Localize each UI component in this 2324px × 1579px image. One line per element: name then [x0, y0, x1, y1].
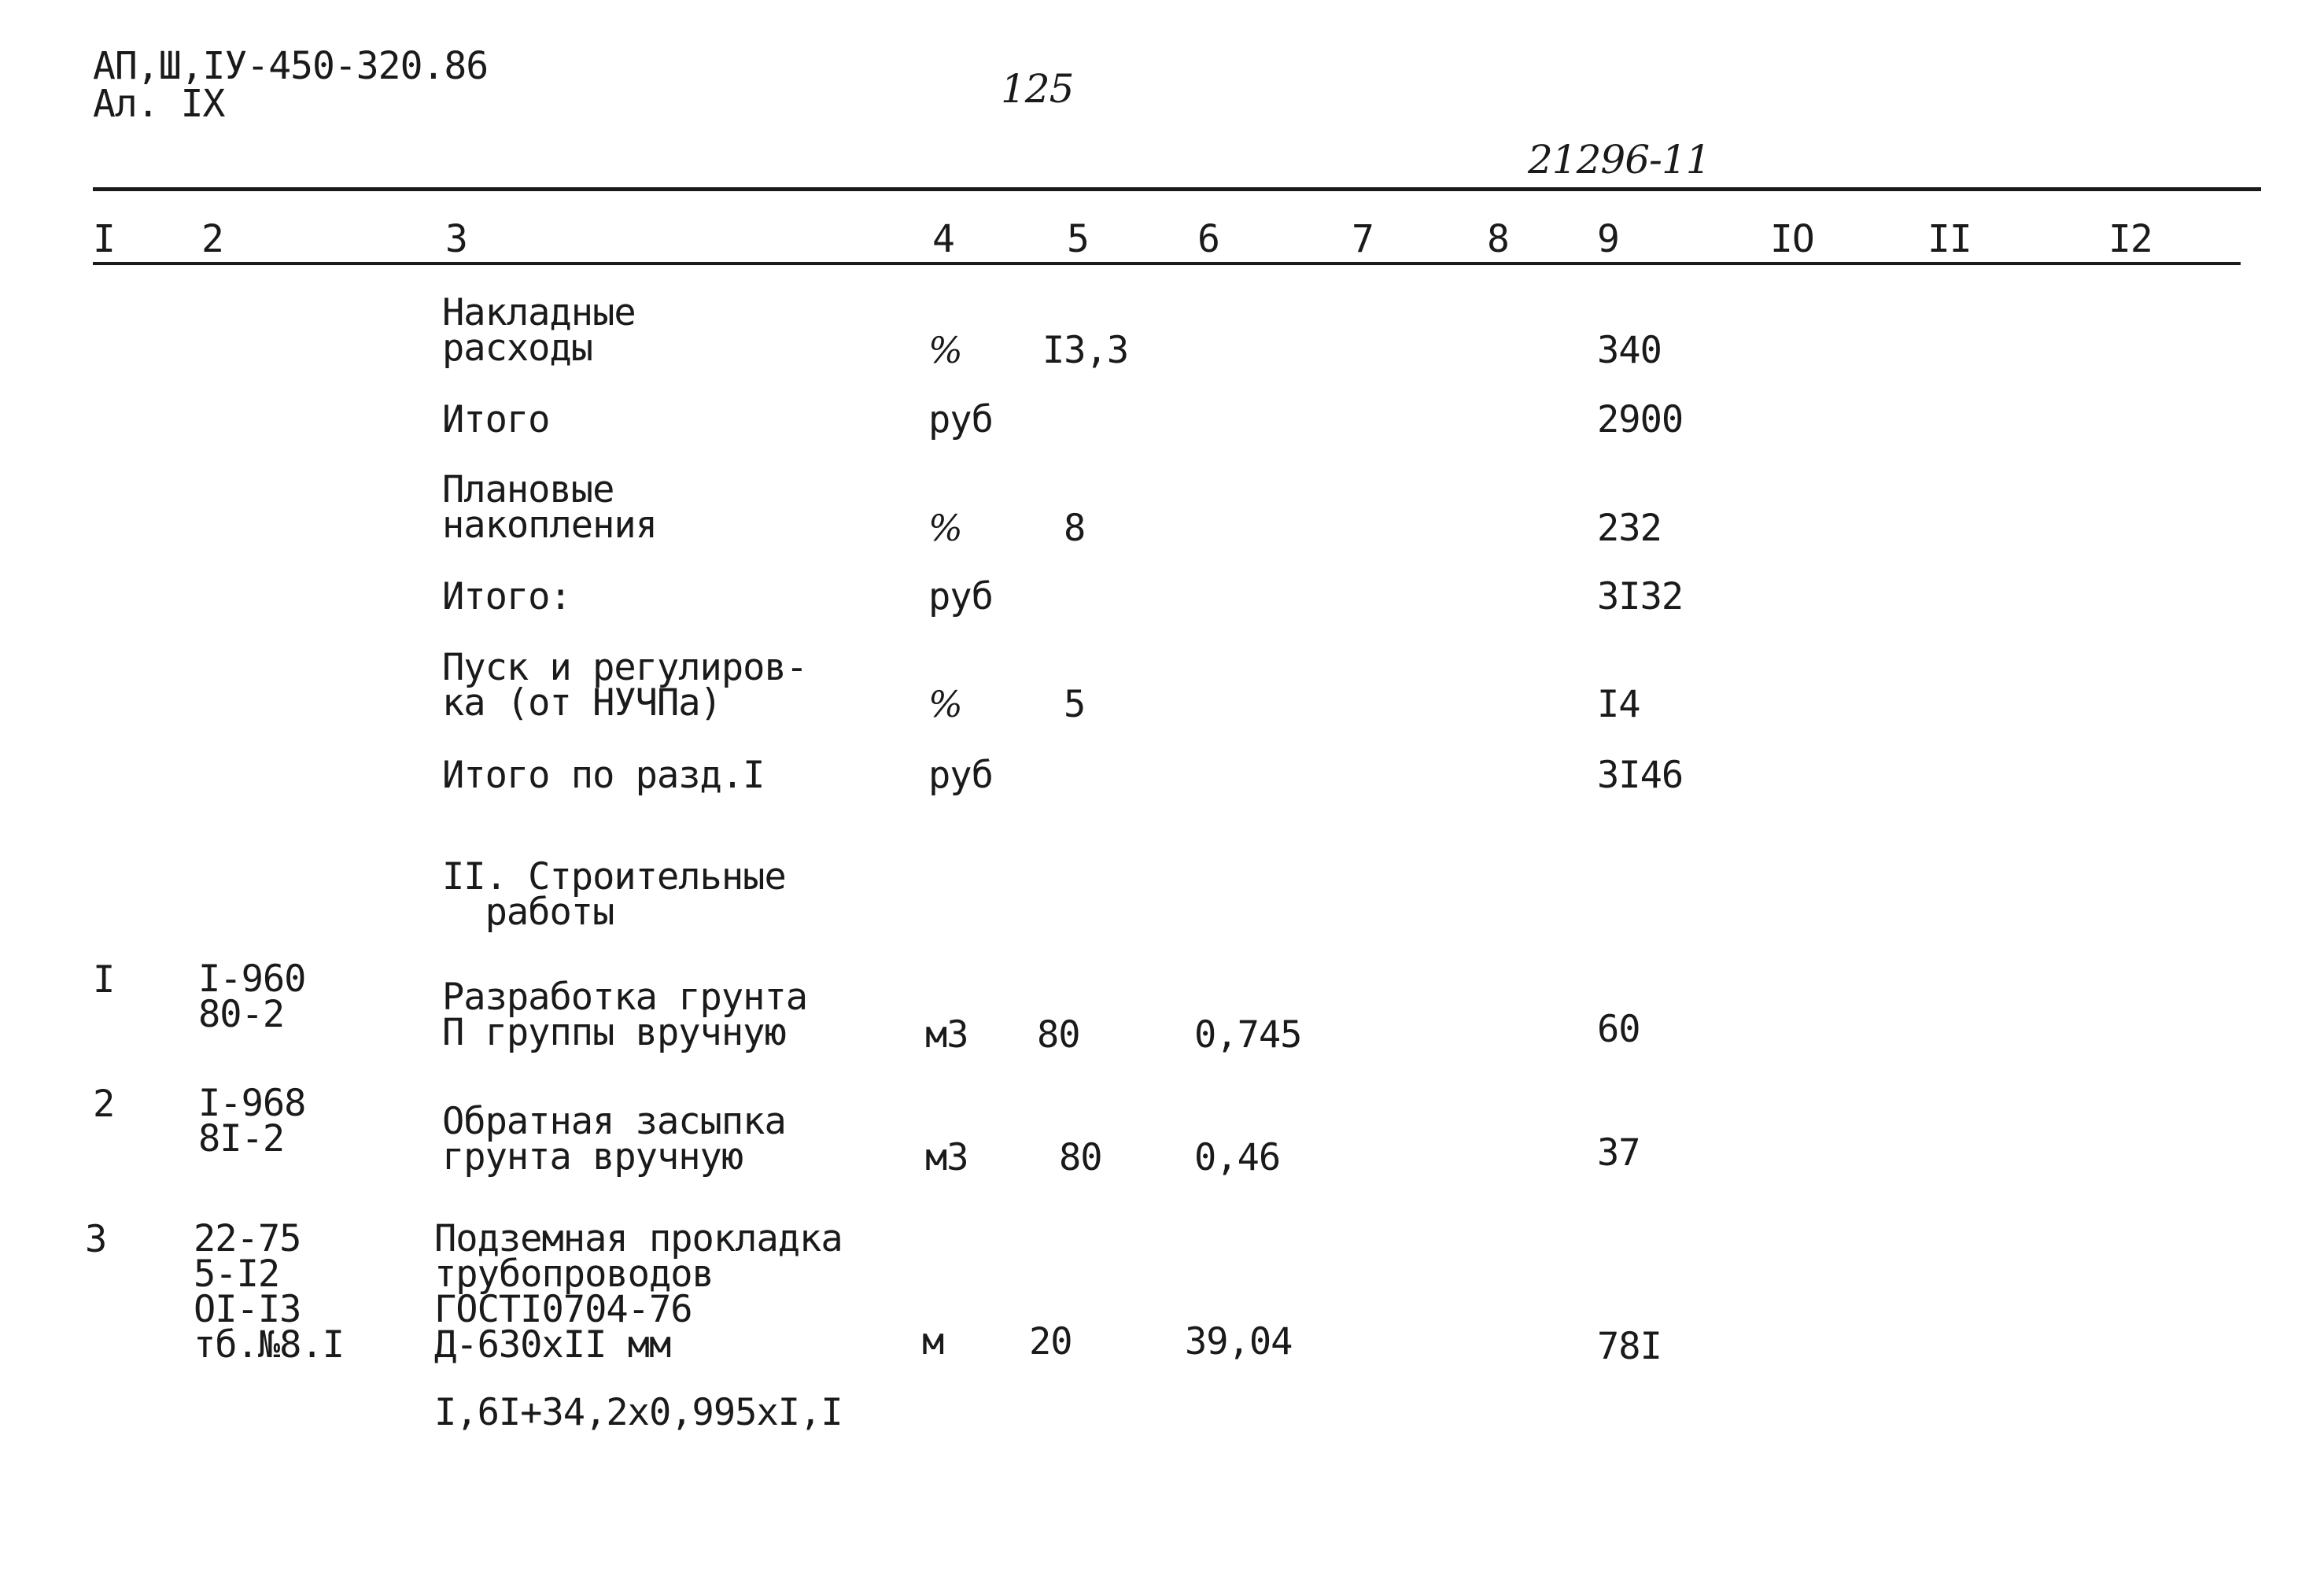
row-description: Пуск и регулиров- ка (от НУЧПа)	[442, 646, 808, 725]
row-total: 78I	[1597, 1325, 1662, 1368]
row-code: I-968 8I-2	[198, 1082, 306, 1161]
column-header: II	[1927, 217, 1972, 261]
row-total: 2900	[1597, 398, 1684, 441]
document-number: 21296-11	[1528, 137, 1710, 183]
row-code: I-960 80-2	[198, 957, 306, 1037]
row-description: Итого по разд.I	[442, 754, 765, 797]
row-total: 3I46	[1597, 754, 1684, 797]
row-total: 232	[1597, 507, 1662, 550]
column-header: 7	[1352, 217, 1374, 261]
row-quantity: I3,3	[1042, 329, 1129, 372]
section-heading: II. Строительные работы	[442, 855, 786, 935]
row-total: 37	[1597, 1131, 1640, 1175]
row-number: I	[93, 958, 115, 1002]
row-description: Подземная прокладка трубопроводов ГОСТI0704-76 Д-630хII мм	[434, 1217, 843, 1367]
row-unit-price: 0,46	[1194, 1136, 1281, 1179]
document-code: АП,Ш,IУ-450-320.86	[93, 44, 489, 88]
column-header: I	[93, 217, 115, 261]
row-unit: м3	[925, 1136, 968, 1179]
row-total: 3I32	[1597, 575, 1684, 618]
page-number: 125	[1001, 66, 1074, 112]
row-unit: руб	[928, 754, 993, 797]
row-description: Накладные расходы	[442, 291, 636, 371]
column-header: 4	[932, 217, 954, 261]
row-total: I4	[1597, 683, 1640, 726]
column-header: 5	[1067, 217, 1089, 261]
row-unit: м	[922, 1320, 944, 1363]
row-quantity: 80	[1059, 1136, 1102, 1179]
row-description: Итого:	[442, 575, 571, 618]
row-quantity: 5	[1064, 683, 1086, 726]
row-quantity: 80	[1037, 1013, 1080, 1057]
row-unit: %	[928, 683, 962, 725]
column-header: IO	[1770, 217, 1814, 261]
row-description: Итого	[442, 398, 550, 441]
row-total: 60	[1597, 1008, 1640, 1051]
calculation-formula: I,6I+34,2х0,995хI,I	[434, 1391, 843, 1434]
album-number: Ал. IХ	[93, 82, 225, 126]
row-code: 22-75 5-I2 OI-I3 тб.№8.I	[194, 1217, 345, 1367]
row-quantity: 8	[1064, 507, 1086, 550]
column-header: 2	[201, 217, 223, 261]
row-unit: %	[928, 507, 962, 549]
row-quantity: 20	[1029, 1320, 1072, 1363]
row-unit: руб	[928, 575, 993, 618]
row-number: 2	[93, 1083, 115, 1126]
row-unit: м3	[925, 1013, 968, 1057]
column-header: 9	[1597, 217, 1619, 261]
row-description: Обратная засыпка грунта вручную	[442, 1100, 786, 1179]
row-description: Разработка грунта П группы вручную	[442, 976, 808, 1055]
row-unit: %	[928, 329, 962, 371]
column-header: 6	[1197, 217, 1219, 261]
row-total: 340	[1597, 329, 1662, 372]
row-description: Плановые накопления	[442, 468, 657, 548]
header-bottom-rule	[93, 262, 2241, 265]
row-number: 3	[85, 1218, 107, 1261]
row-unit-price: 39,04	[1185, 1320, 1293, 1363]
row-unit-price: 0,745	[1194, 1013, 1302, 1057]
column-header: 3	[445, 217, 467, 261]
row-unit: руб	[928, 398, 993, 441]
column-header: I2	[2108, 217, 2152, 261]
column-header: 8	[1487, 217, 1509, 261]
header-top-rule	[93, 187, 2261, 191]
